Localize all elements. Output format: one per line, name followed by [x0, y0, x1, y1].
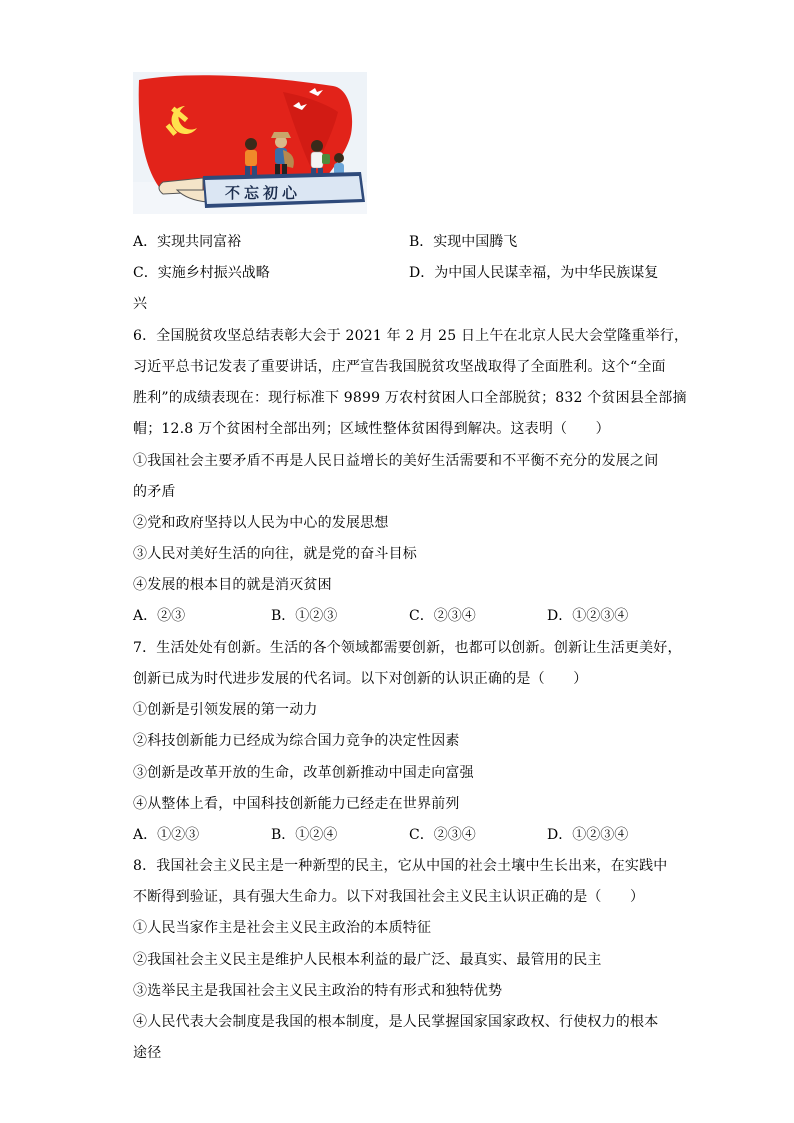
q8-statement-2: ②我国社会主义民主是维护人民根本利益的最广泛、最真实、最管用的民主 [133, 952, 602, 968]
q5-option-b: B．实现中国腾飞 [409, 234, 518, 250]
q7-statement-2: ②科技创新能力已经成为综合国力竞争的决定性因素 [133, 733, 460, 749]
q5-option-a: A．实现共同富裕 [133, 234, 242, 250]
banner-caption: 不忘初心 [225, 184, 302, 202]
q6-option-a: A．②③ [133, 608, 186, 624]
q7-statement-1: ①创新是引领发展的第一动力 [133, 702, 318, 718]
q6-option-d: D．①②③④ [547, 608, 629, 624]
q5-option-d: D．为中国人民谋幸福，为中华民族谋复 [409, 265, 659, 281]
q6-stem-line-2: 习近平总书记发表了重要讲话，庄严宣告我国脱贫攻坚战取得了全面胜利。这个“全面 [133, 359, 666, 375]
q6-stem-line-4: 帽；12.8 万个贫困村全部出列；区域性整体贫困得到解决。这表明（ ） [133, 421, 610, 437]
flag-illustration [133, 72, 367, 214]
q6-statement-4: ④发展的根本目的就是消灭贫困 [133, 577, 332, 593]
q6-stem-line-3: 胜利”的成绩表现在：现行标准下 9899 万农村贫困人口全部脱贫；832 个贫困县全部摘 [133, 390, 687, 406]
q7-option-b: B．①②④ [271, 827, 338, 843]
q5-option-d-continued: 兴 [133, 296, 147, 312]
q7-option-c: C．②③④ [409, 827, 476, 843]
q8-statement-4: ④人民代表大会制度是我国的根本制度，是人民掌握国家国家政权、行使权力的根本 [133, 1014, 659, 1030]
q6-statement-1: ①我国社会主要矛盾不再是人民日益增长的美好生活需要和不平衡不充分的发展之间 [133, 453, 659, 469]
q6-statement-3: ③人民对美好生活的向往，就是党的奋斗目标 [133, 546, 417, 562]
q8-statement-4-continued: 途径 [133, 1045, 162, 1061]
q8-stem-line-2: 不断得到验证，具有强大生命力。以下对我国社会主义民主认识正确的是（ ） [133, 889, 645, 905]
q6-stem-line-1: 6．全国脱贫攻坚总结表彰大会于 2021 年 2 月 25 日上午在北京人民大会堂隆重举行， [133, 328, 689, 344]
q7-option-a: A．①②③ [133, 827, 200, 843]
q7-statement-3: ③创新是改革开放的生命，改革创新推动中国走向富强 [133, 765, 474, 781]
q7-stem-line-1: 7．生活处处有创新。生活的各个领域都需要创新，也都可以创新。创新让生活更美好， [133, 640, 682, 656]
q7-stem-line-2: 创新已成为时代进步发展的代名词。以下对创新的认识正确的是（ ） [133, 671, 588, 687]
q5-option-c: C．实施乡村振兴战略 [133, 265, 270, 281]
q8-statement-1: ①人民当家作主是社会主义民主政治的本质特征 [133, 920, 432, 936]
q7-statement-4: ④从整体上看，中国科技创新能力已经走在世界前列 [133, 796, 460, 812]
q7-option-d: D．①②③④ [547, 827, 629, 843]
q8-stem-line-1: 8．我国社会主义民主是一种新型的民主，它从中国的社会土壤中生长出来，在实践中 [133, 858, 668, 874]
flag-illustration-svg [133, 72, 367, 214]
q6-statement-2: ②党和政府坚持以人民为中心的发展思想 [133, 515, 389, 531]
q6-statement-1-continued: 的矛盾 [133, 484, 176, 500]
q8-statement-3: ③选举民主是我国社会主义民主政治的特有形式和独特优势 [133, 983, 503, 999]
q6-option-b: B．①②③ [271, 608, 338, 624]
q6-option-c: C．②③④ [409, 608, 476, 624]
